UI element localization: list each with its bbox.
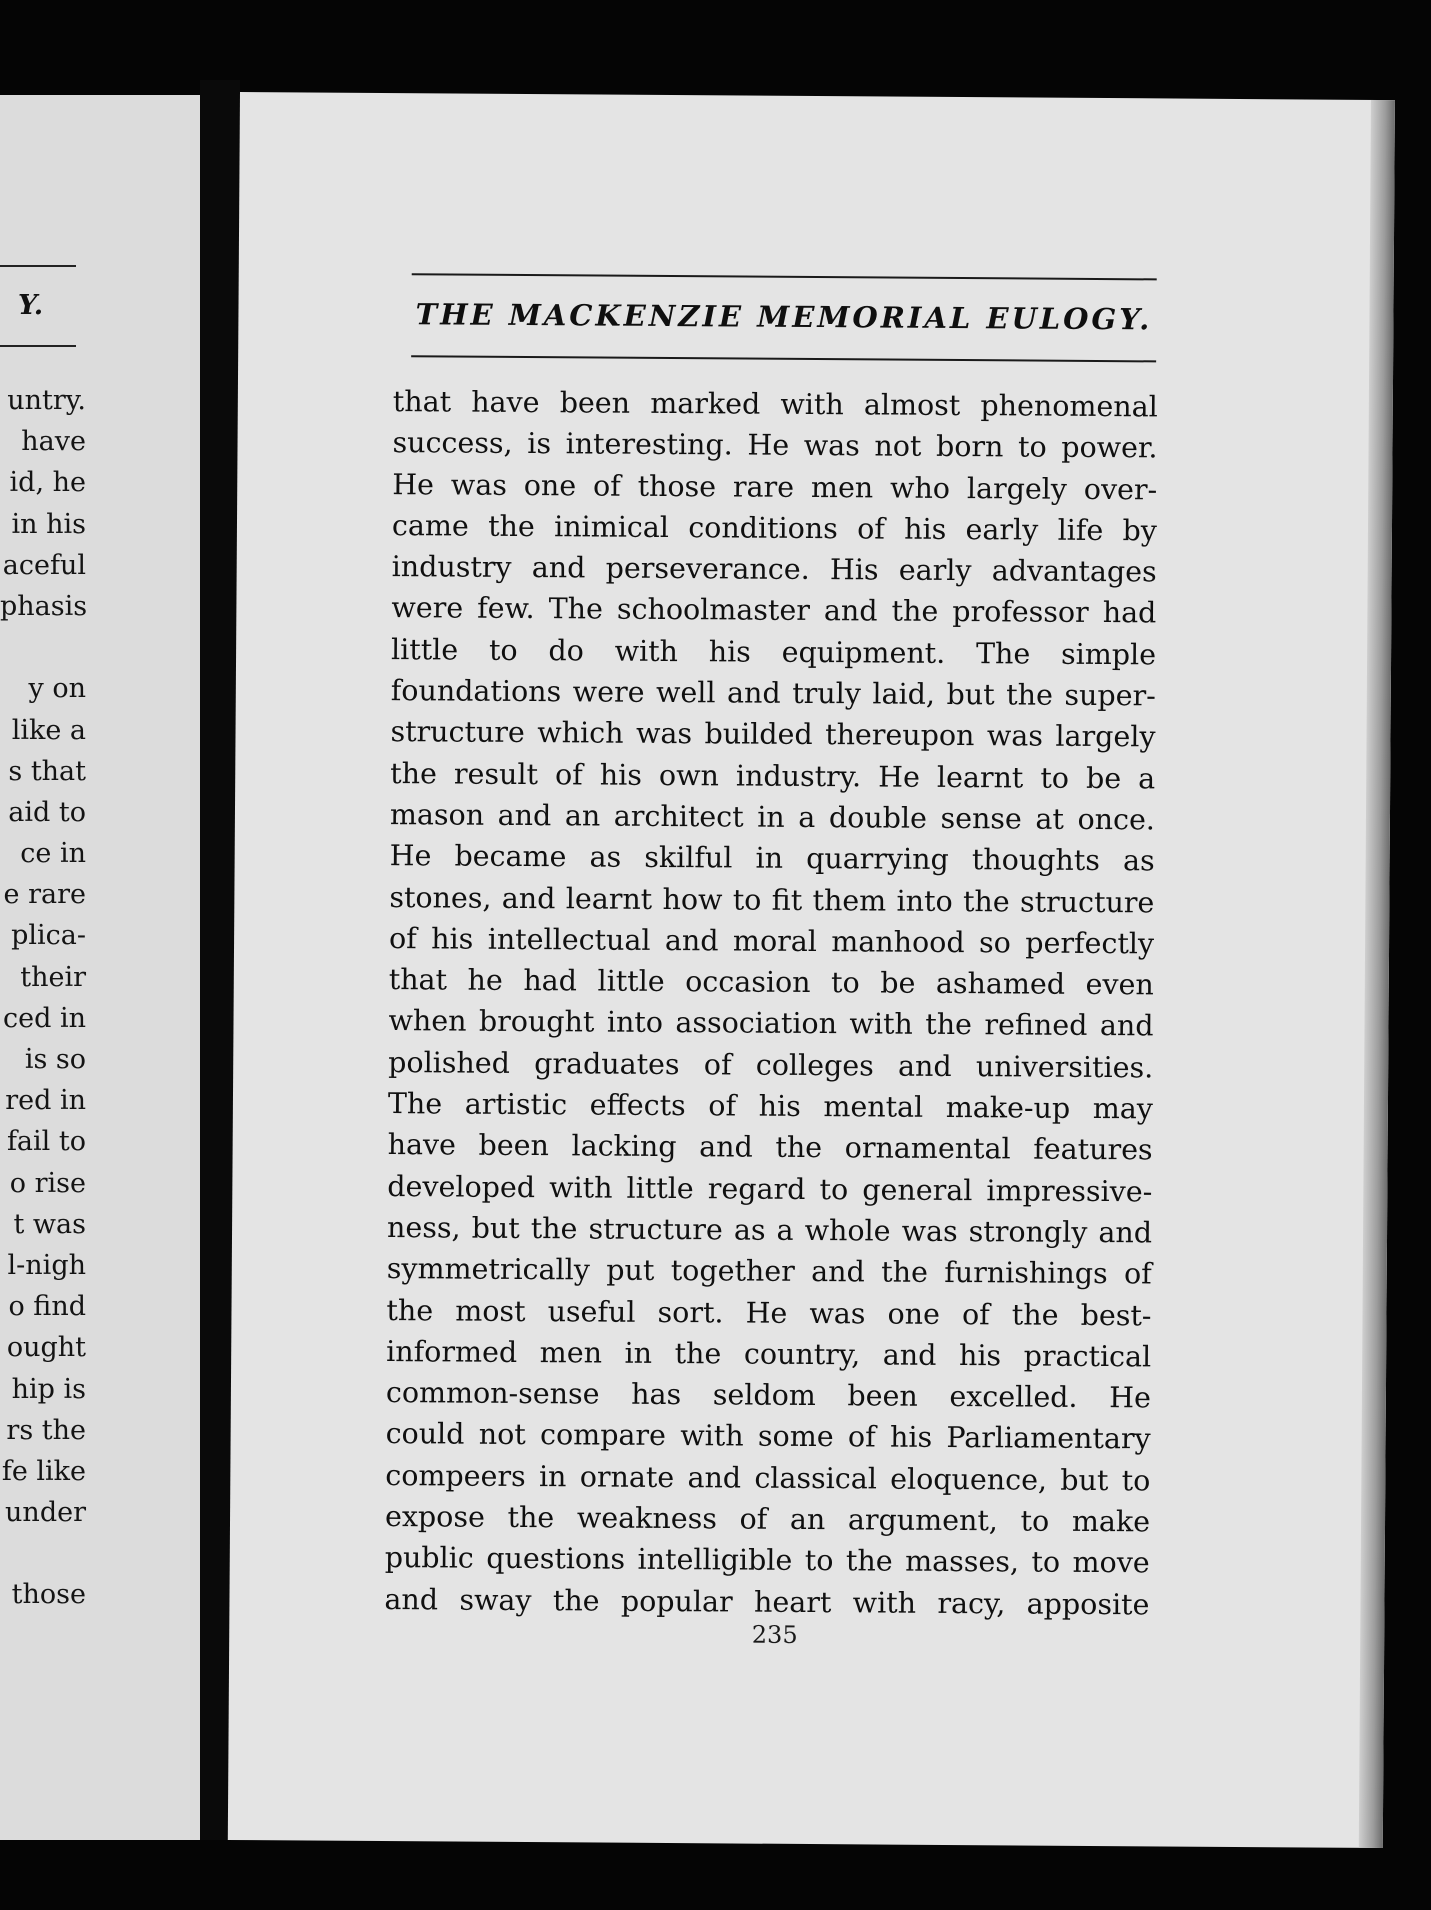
text-line: common-sense has seldom been excelled. He [385,1376,1152,1415]
text-line: expose the weakness of an argument, to make [384,1500,1151,1539]
text-line: He became as skilful in quarrying thoughts as [389,839,1155,878]
right-page [228,92,1395,1848]
left-text-line: have [21,426,86,458]
left-text-line: their [20,961,86,993]
left-page-text [0,380,86,1616]
left-text-line: fe like [1,1455,86,1487]
text-line: mason and an architect in a double sense at once. [389,798,1156,837]
left-text-line: hip is [11,1373,86,1405]
head-rule-bottom [411,355,1156,362]
left-text-line: e rare [3,879,86,911]
text-line: industry and perseverance. His early advantages [391,550,1157,589]
page-edge [1359,100,1395,1848]
left-text-line: untry. [7,385,86,416]
left-text-line: ced in [3,1002,86,1034]
left-text-line: rs the [6,1414,86,1446]
text-line: that he had little occasion to be ashamed even [388,963,1154,1002]
text-line: have been lacking and the ornamental features [387,1128,1153,1167]
left-page [0,95,200,1840]
text-line: little to do with his equipment. The simple [390,632,1157,672]
text-line: ness, but the structure as a whole was strongly and [386,1210,1153,1250]
left-text-line: red in [5,1085,86,1117]
text-line: The artistic effects of his mental make-up may [387,1087,1154,1126]
text-line: and sway the popular heart with racy, apposite [384,1582,1150,1621]
left-head-rule-bottom [0,345,76,347]
text-line: foundations were well and truly laid, but the super- [390,674,1156,713]
text-line: stones, and learnt how to fit them into the structure [389,880,1155,919]
page-number: 235 [751,1620,798,1649]
left-running-head: Y. [18,290,44,321]
text-line: public questions intelligible to the masses, to move [384,1541,1150,1580]
left-text-line: ought [6,1332,86,1364]
text-line: informed men in the country, and his practical [386,1334,1152,1374]
left-text-line: o find [8,1291,86,1323]
text-line: could not compare with some of his Parliamentary [385,1417,1151,1456]
text-line: when brought into association with the refined and [388,1004,1154,1043]
left-text-line: s that [8,755,86,787]
text-line: structure which was builded thereupon was largely [390,715,1156,754]
left-text-line [0,627,86,668]
left-text-line: is so [24,1044,86,1075]
left-text-line [0,1533,86,1574]
text-line: of his intellectual and moral manhood so perfectly [388,921,1155,961]
text-line: compeers in ornate and classical eloquence, but to [385,1458,1151,1498]
left-text-line: phasis [0,590,88,622]
left-text-line: t was [13,1208,86,1240]
left-text-line: aid to [8,796,86,828]
left-text-line: plica- [11,920,86,952]
left-text-line: fail to [6,1126,86,1158]
running-head: THE MACKENZIE MEMORIAL EULOGY. [415,297,1153,337]
left-text-line: y on [28,673,86,705]
left-head-rule-top [0,265,76,267]
text-line: the result of his own industry. He learnt to be a [390,756,1156,796]
text-line: were few. The schoolmaster and the professor had [391,591,1157,630]
text-line: that have been marked with almost phenomenal [392,385,1158,424]
left-text-line: id, he [9,467,86,499]
left-text-line: aceful [2,549,86,581]
left-text-line: under [5,1497,86,1529]
left-text-line: o rise [9,1167,86,1199]
text-line: polished graduates of colleges and universities. [388,1045,1154,1085]
head-rule-top [412,273,1157,280]
left-text-line: l-nigh [7,1249,86,1281]
left-text-line: in his [11,508,86,540]
text-line: developed with little regard to general impressive- [387,1169,1153,1209]
left-text-line: those [11,1579,86,1611]
left-text-line: like a [11,714,86,746]
text-line: He was one of those rare men who largely over- [392,467,1158,507]
left-text-line: ce in [20,838,86,870]
text-line: came the inimical conditions of his early life by [391,508,1158,548]
text-line: symmetrically put together and the furnishings of [386,1252,1152,1291]
body-text [384,381,1158,1625]
text-line: the most useful sort. He was one of the best- [386,1293,1152,1332]
text-line: success, is interesting. He was not born to power. [392,426,1158,465]
